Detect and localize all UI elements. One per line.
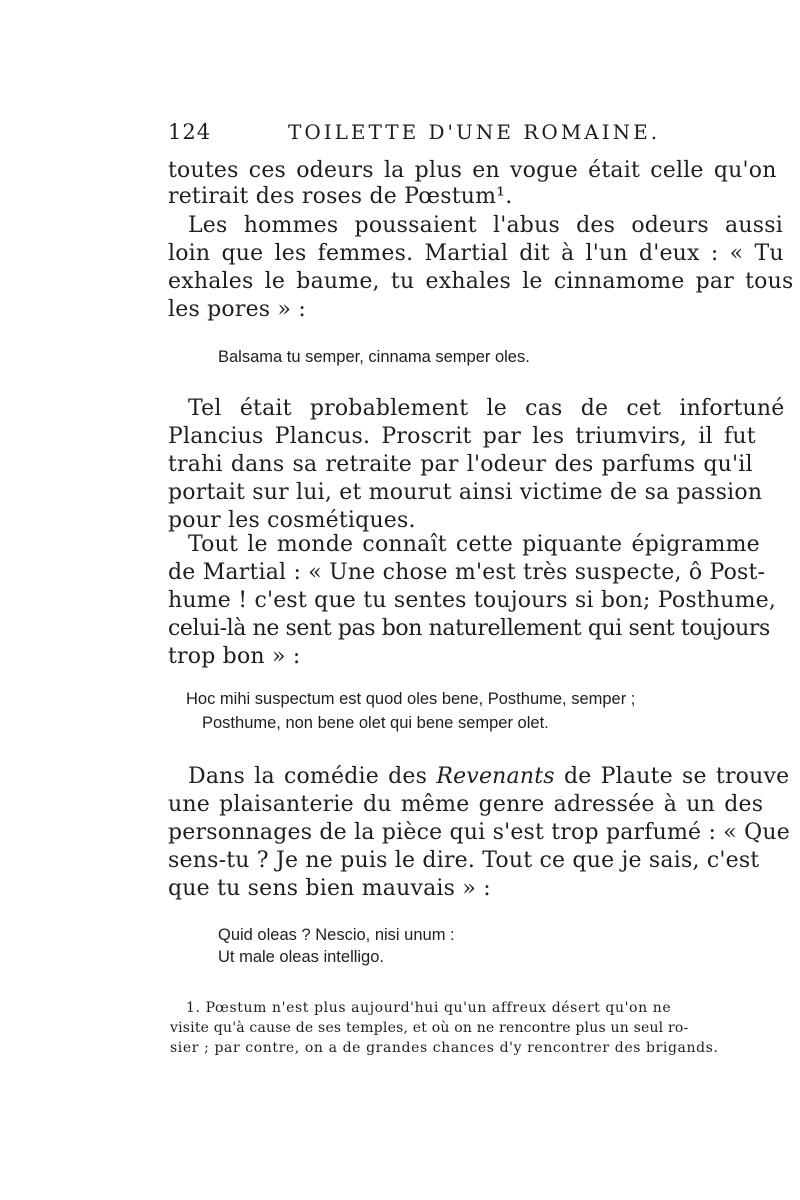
text-line: de Martial : « Une chose m'est très suspecte, ô Post- xyxy=(168,560,766,585)
verse-line: Ut male oleas intelligo. xyxy=(218,948,384,966)
text-line: personnages de la pièce qui s'est trop parfumé : « Que xyxy=(168,820,790,845)
text-fragment: de Plaute se trouve xyxy=(554,764,790,789)
running-title: TOILETTE D'UNE ROMAINE. xyxy=(288,120,661,144)
footnote-line: 1. Pœstum n'est plus aujourd'hui qu'un affreux désert qu'on ne xyxy=(186,1000,672,1016)
text-line: que tu sens bien mauvais » : xyxy=(168,876,491,901)
footnote-line: sier ; par contre, on a de grandes chances d'y rencontrer des brigands. xyxy=(170,1040,719,1056)
text-line: trahi dans sa retraite par l'odeur des parfums qu'il xyxy=(168,452,753,477)
page-number: 124 xyxy=(168,120,212,144)
text-line: celui-là ne sent pas bon naturellement qui sent toujours xyxy=(168,616,770,641)
text-line: pour les cosmétiques. xyxy=(168,508,416,533)
text-line: les pores » : xyxy=(168,297,306,322)
text-line: portait sur lui, et mourut ainsi victime de sa passion xyxy=(168,480,763,505)
page-header xyxy=(168,120,688,150)
text-line: hume ! c'est que tu sentes toujours si bon; Posthume, xyxy=(168,588,777,613)
text-fragment: Dans la comédie des xyxy=(188,764,437,789)
text-line: trop bon » : xyxy=(168,644,301,669)
text-line: toutes ces odeurs la plus en vogue était celle qu'on xyxy=(168,158,777,183)
verse-line: Hoc mihi suspectum est quod oles bene, Posthume, semper ; xyxy=(186,690,636,708)
text-line xyxy=(188,764,789,789)
verse-line: Balsama tu semper, cinnama semper oles. xyxy=(218,348,530,366)
verse-line: Posthume, non bene olet qui bene semper olet. xyxy=(202,714,549,732)
text-line: loin que les femmes. Martial dit à l'un d'eux : « Tu xyxy=(168,241,784,266)
text-line: Plancius Plancus. Proscrit par les triumvirs, il fut xyxy=(168,424,756,449)
text-line: exhales le baume, tu exhales le cinnamome par tous xyxy=(168,269,794,294)
footnote-line: visite qu'à cause de ses temples, et où on ne rencontre plus un seul ro- xyxy=(170,1020,689,1036)
text-line: Tel était probablement le cas de cet infortuné xyxy=(188,396,785,421)
text-line: retirait des roses de Pœstum¹. xyxy=(168,184,513,209)
text-line: sens-tu ? Je ne puis le dire. Tout ce que je sais, c'est xyxy=(168,848,760,873)
text-line: une plaisanterie du même genre adressée à un des xyxy=(168,792,764,817)
verse-line: Quid oleas ? Nescio, nisi unum : xyxy=(218,926,455,944)
text-line: Les hommes poussaient l'abus des odeurs aussi xyxy=(188,213,783,238)
play-title: Revenants xyxy=(436,764,555,789)
text-line: Tout le monde connaît cette piquante épigramme xyxy=(188,532,760,557)
